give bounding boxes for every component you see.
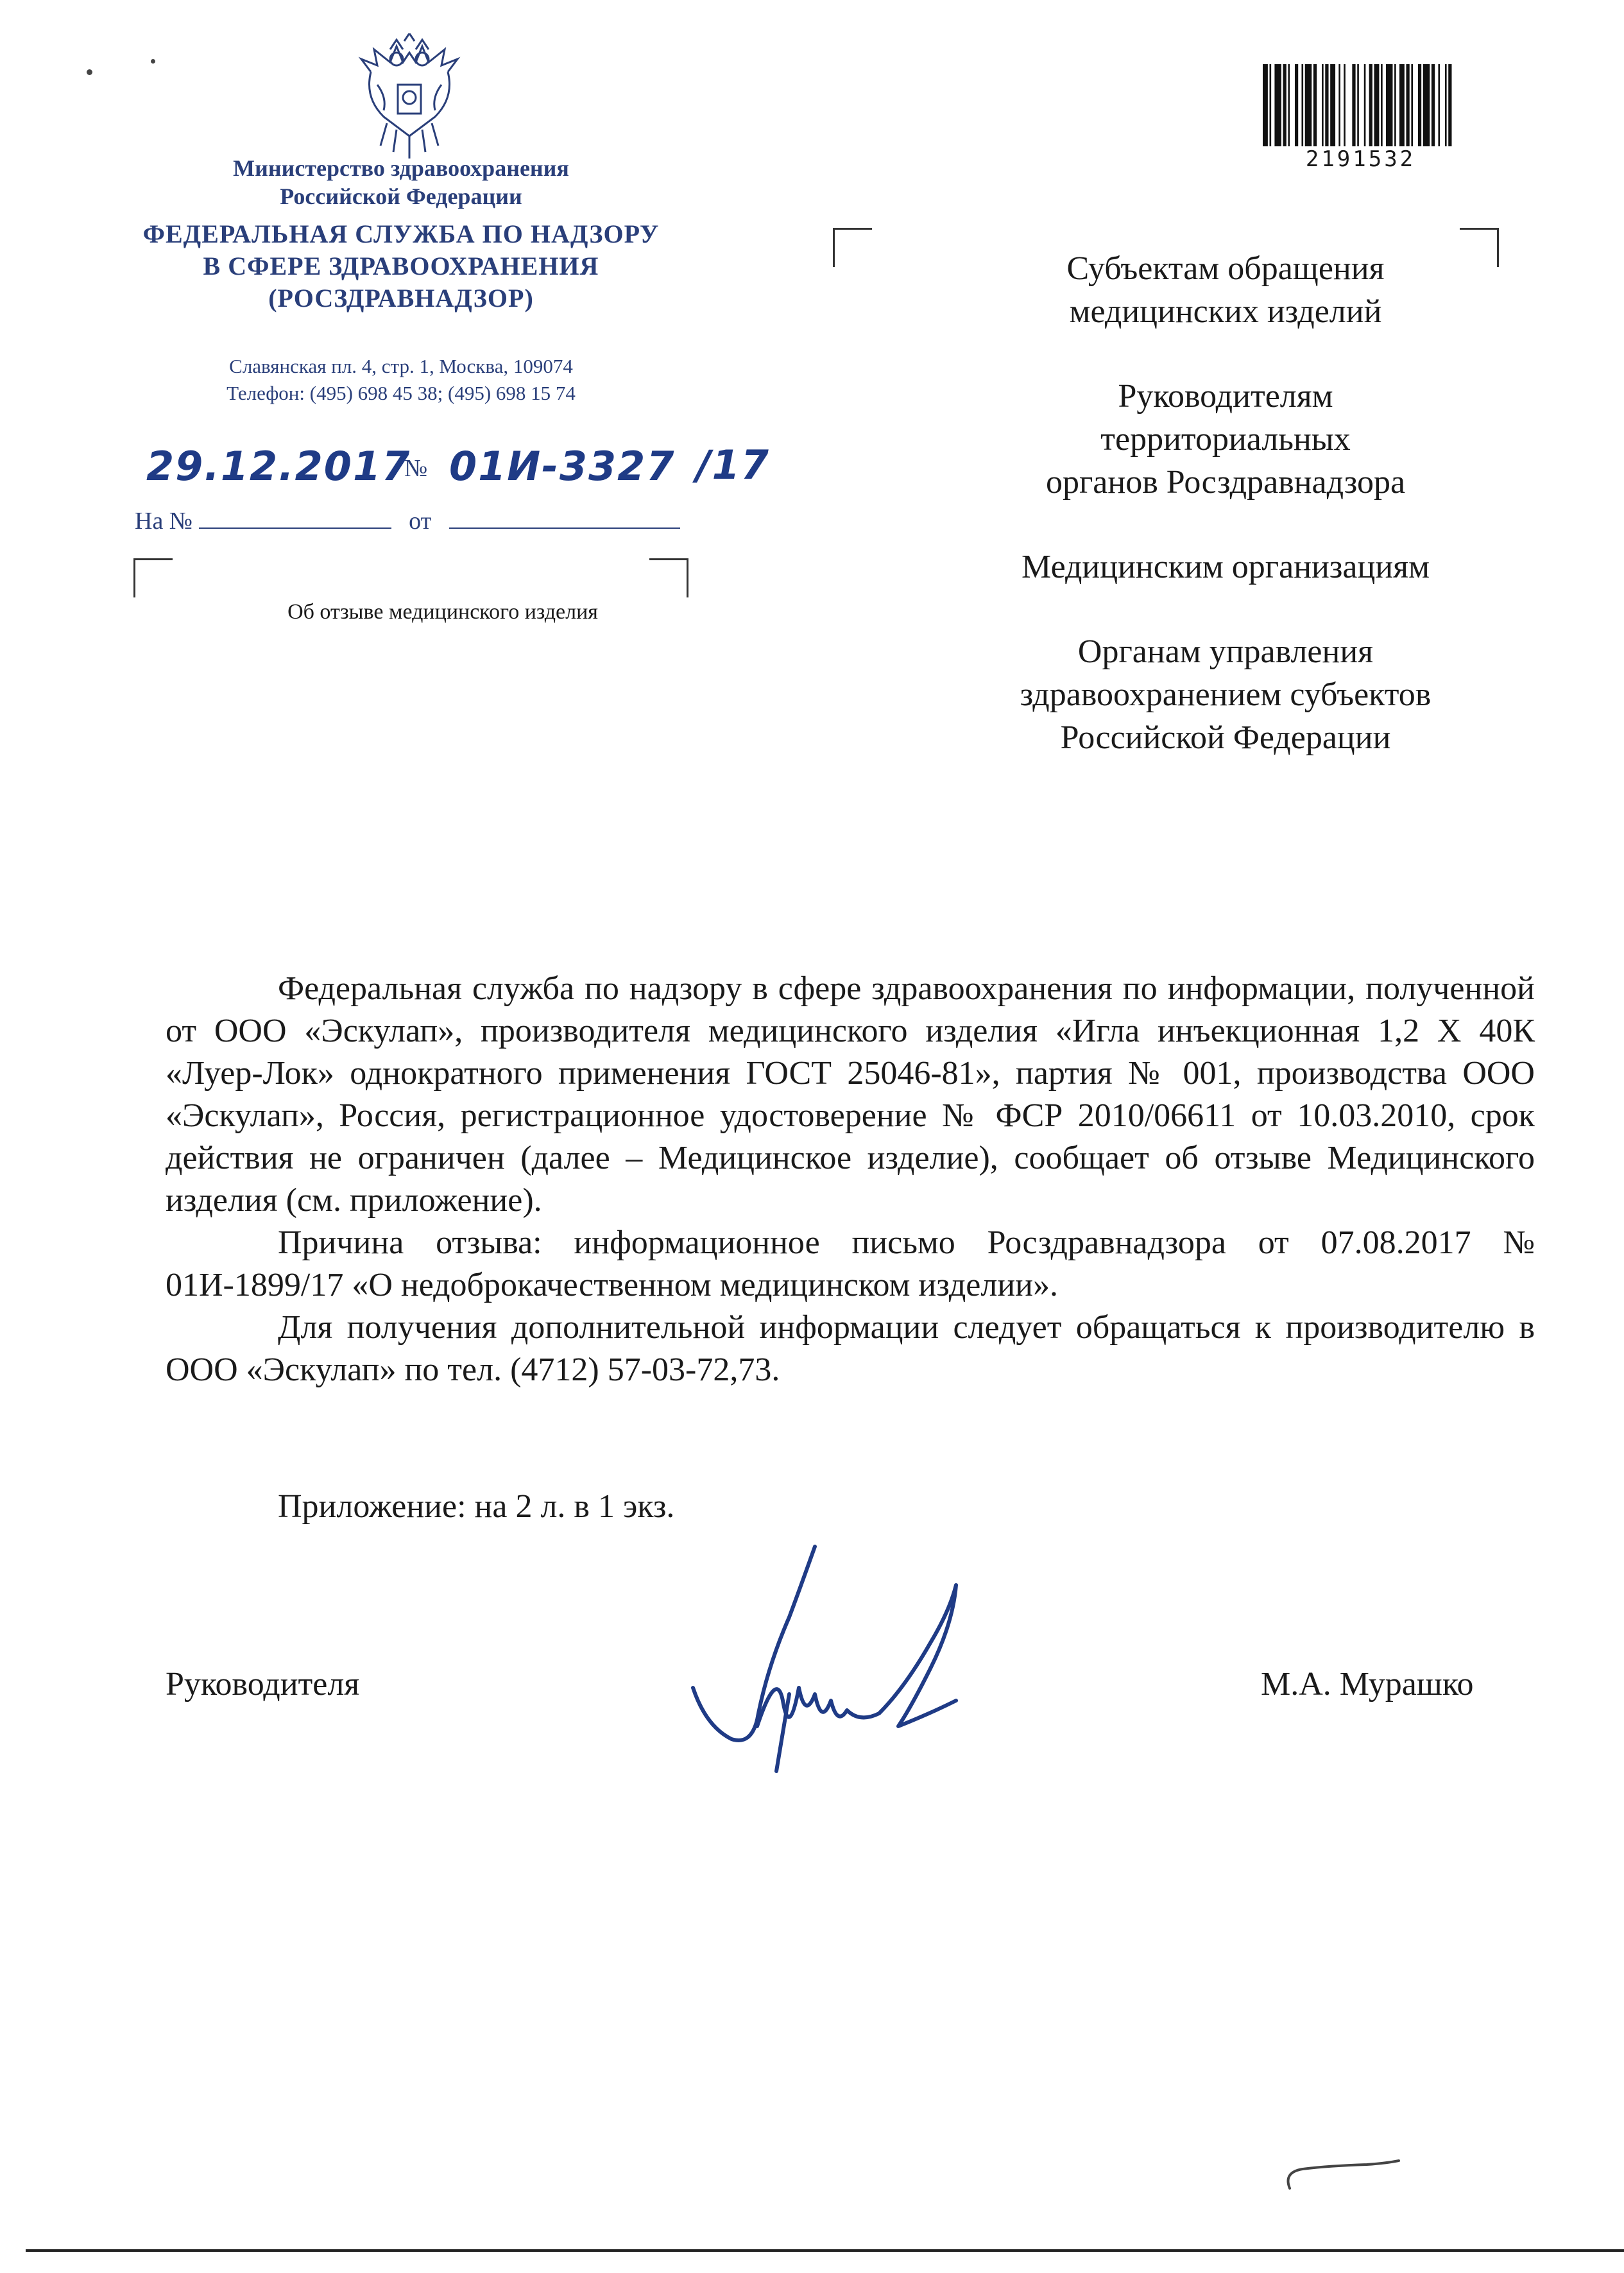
ministry-line: Министерство здравоохранения — [233, 155, 569, 181]
barcode-icon — [1263, 64, 1458, 146]
agency-line: (РОСЗДРАВНАДЗОР) — [268, 284, 534, 313]
barcode-bar — [1338, 64, 1340, 146]
addressee-line: территориальных — [1100, 421, 1351, 458]
body-paragraph: Для получения дополнительной информации следует обращаться к производителю в ООО «Эскулап» по тел. (4712) 57-03-72,73. — [166, 1309, 1535, 1388]
addressee-corner-left — [833, 228, 872, 267]
reply-number-line — [199, 508, 391, 529]
barcode-bar — [1399, 64, 1405, 146]
barcode-bar — [1263, 64, 1268, 146]
letter-subject: Об отзыве медицинского изделия — [287, 600, 598, 624]
barcode-bar — [1295, 64, 1298, 146]
letter-body — [166, 968, 1535, 1391]
barcode-number: 2191532 — [1305, 146, 1416, 172]
addressee-line: медицинских изделий — [1069, 293, 1382, 330]
attachment-note: Приложение: на 2 л. в 1 экз. — [278, 1488, 675, 1525]
handwritten-mark — [1277, 2153, 1405, 2198]
barcode-bar — [1288, 64, 1290, 146]
barcode-bar — [1344, 64, 1346, 146]
agency-line: ФЕДЕРАЛЬНАЯ СЛУЖБА ПО НАДЗОРУ — [142, 219, 660, 248]
ministry-line: Российской Федерации — [280, 184, 522, 209]
ministry-name — [96, 154, 706, 210]
reply-from-label: от — [409, 508, 432, 535]
barcode-bar — [1445, 64, 1447, 146]
reply-label: На № — [135, 508, 193, 535]
body-paragraph: Причина отзыва: информационное письмо Росздравнадзора от 07.08.2017 № 01И-1899/17 «О недоброкачественном медицинском изделии». — [166, 1224, 1535, 1303]
addressee — [898, 247, 1553, 333]
barcode-bar — [1322, 64, 1324, 146]
barcode-bar — [1330, 64, 1335, 146]
barcode-bar — [1448, 64, 1451, 146]
agency-address: Славянская пл. 4, стр. 1, Москва, 109074 — [229, 355, 573, 377]
addressee — [898, 545, 1553, 588]
coat-of-arms-icon — [352, 33, 467, 162]
barcode-bar — [1274, 64, 1281, 146]
barcode-bar — [1325, 64, 1328, 146]
registration-date: 29.12.2017 — [146, 443, 411, 490]
body-paragraph: Федеральная служба по надзору в сфере здравоохранения по информации, полученной от ООО «Эскулап», производителя медицинского изделия «Игла инъекционная 1,2 Х 40К «Луер-Лок» однократного применения ГОСТ 25046-81», партия № 001, производства ООО «Эскулап», Россия, регистрационное удостоверение № ФСР 2010/06611 от 10.03.2010, срок действия не ограничен (далее – Медицинское изделие), сообщает об отзыве Медицинского изделия (см. приложение). — [166, 970, 1535, 1219]
addressee — [898, 630, 1553, 759]
barcode-bar — [1357, 64, 1359, 146]
page-bottom-edge — [26, 2249, 1624, 2252]
addressee-line: Субъектам обращения — [1066, 250, 1385, 287]
barcode-bar — [1364, 64, 1366, 146]
barcode-bar — [1381, 64, 1383, 146]
barcode-bar — [1418, 64, 1421, 146]
barcode-bar — [1313, 64, 1317, 146]
barcode-bar — [1411, 64, 1413, 146]
barcode-bar — [1283, 64, 1286, 146]
addressee-line: Органам управления — [1077, 633, 1374, 670]
signatory-name: М.А. Мурашко — [1261, 1666, 1474, 1703]
barcode-bar — [1301, 64, 1303, 146]
barcode-bar — [1406, 64, 1409, 146]
addressee-line: Российской Федерации — [1060, 719, 1391, 756]
barcode-bar — [1423, 64, 1430, 146]
addressee-block — [898, 247, 1553, 801]
barcode-bar — [1438, 64, 1440, 146]
agency-contacts — [96, 353, 706, 407]
handwritten-signature — [687, 1540, 988, 1778]
subject-corner-left — [133, 558, 173, 597]
agency-line: В СФЕРЕ ЗДРАВООХРАНЕНИЯ — [203, 252, 599, 280]
barcode-bar — [1369, 64, 1372, 146]
addressee-line: органов Росздравнадзора — [1045, 464, 1406, 501]
barcode-bar — [1394, 64, 1396, 146]
agency-name — [96, 218, 706, 314]
registration-suffix: /17 — [696, 442, 770, 488]
registration-number-mark: № — [404, 455, 428, 482]
barcode-bar — [1305, 64, 1312, 146]
agency-phone: Телефон: (495) 698 45 38; (495) 698 15 74 — [227, 382, 576, 404]
scan-artifact — [87, 69, 92, 75]
registration-number: 01И-3327 — [449, 443, 676, 490]
subject-corner-right — [649, 558, 688, 597]
barcode-bar — [1386, 64, 1393, 146]
reply-reference — [135, 507, 680, 535]
addressee-line: Медицинским организациям — [1021, 549, 1430, 585]
scan-artifact — [151, 59, 155, 64]
barcode-bar — [1432, 64, 1435, 146]
reply-date-line — [449, 508, 680, 529]
addressee-line: Руководителям — [1118, 378, 1333, 415]
addressee-line: здравоохранением субъектов — [1020, 676, 1432, 713]
registration-suffix-text: 17 — [712, 442, 770, 488]
barcode-bar — [1374, 64, 1380, 146]
barcode-bar — [1352, 64, 1355, 146]
addressee — [898, 375, 1553, 504]
signatory-role: Руководителя — [166, 1666, 360, 1703]
barcode-bar — [1270, 64, 1272, 146]
